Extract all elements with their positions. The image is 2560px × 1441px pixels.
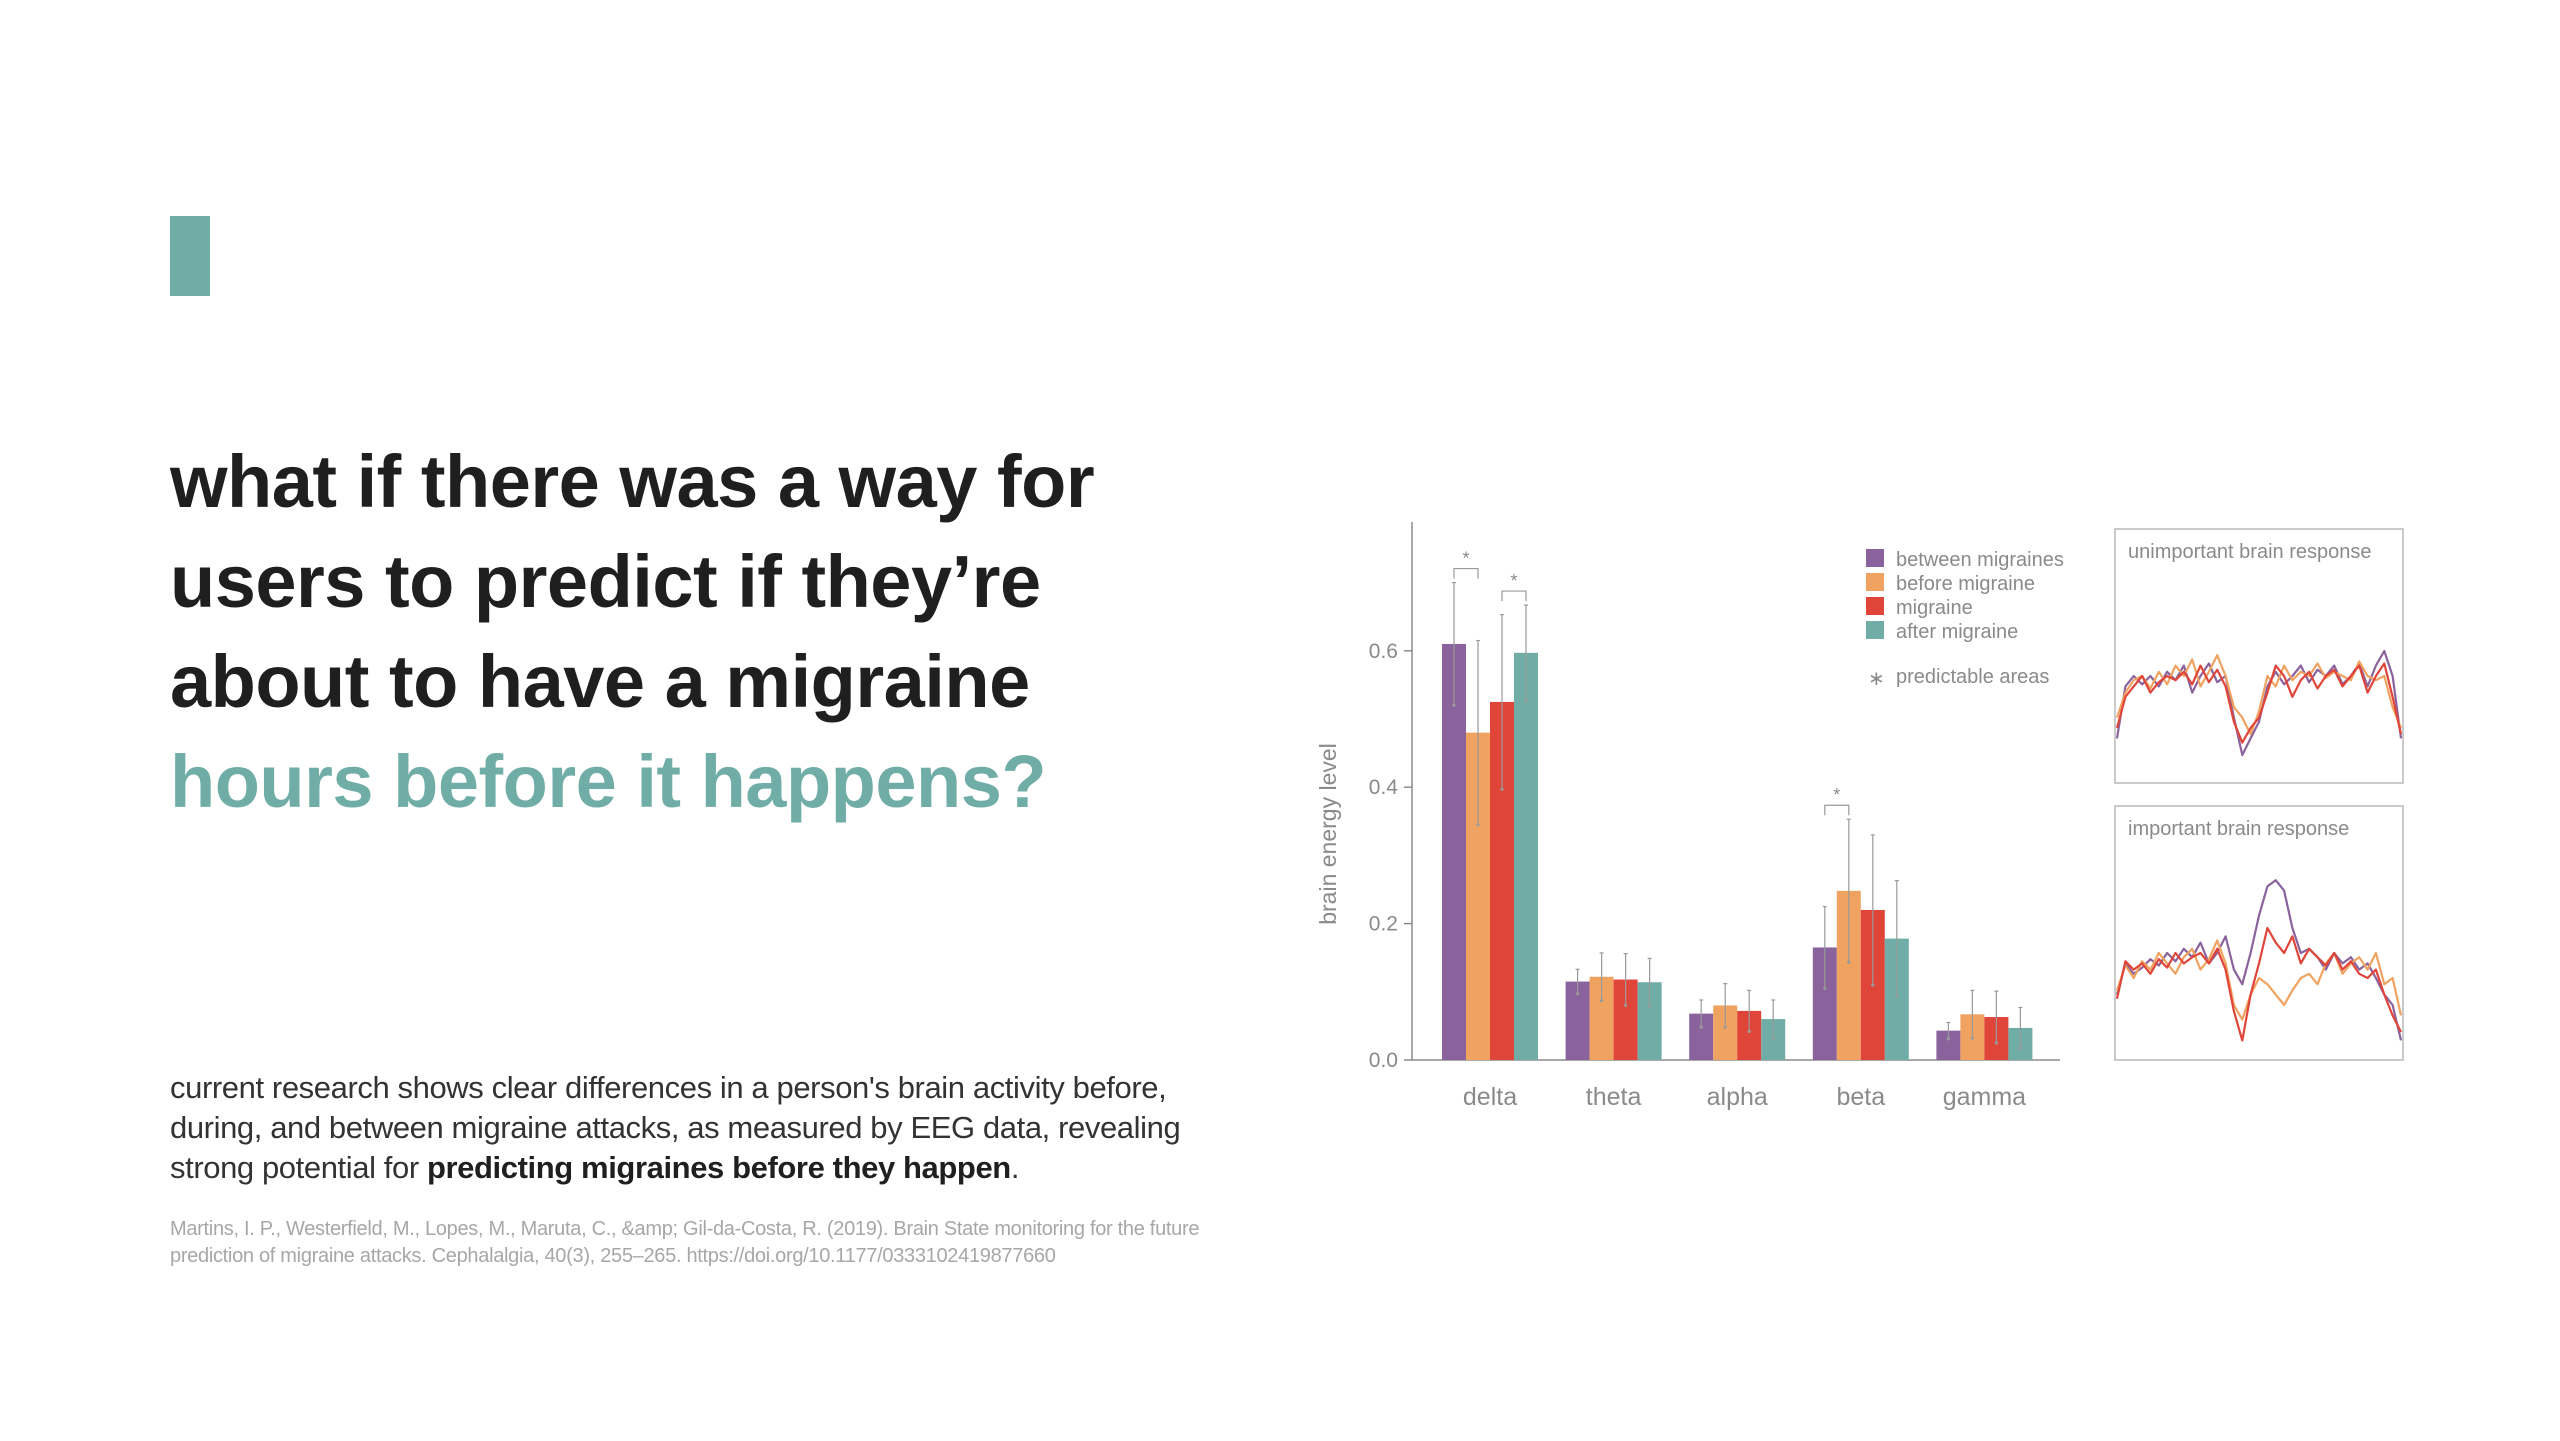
- y-tick-label: 0.2: [1368, 912, 1398, 936]
- body-text-bold: predicting migraines before they happen: [426, 1150, 1011, 1185]
- x-tick-label: delta: [1462, 1083, 1518, 1111]
- error-dot: [1476, 823, 1479, 826]
- citation: Martins, I. P., Westerfield, M., Lopes, M., Maruta, C., &amp; Gil-da-Costa, R. (2019). Brain State monitoring for the future prediction of migraine attacks. Cephalalgia, 40(3), 255–265. https://doi.org/10.1177/0333102419877660: [170, 1218, 1200, 1267]
- headline-line: what if there was a way for: [170, 440, 1095, 523]
- accent-block: [170, 216, 210, 296]
- significance-marker: *: [1510, 571, 1518, 592]
- x-tick-label: gamma: [1942, 1083, 2027, 1111]
- y-axis-label: brain energy level: [1315, 743, 1341, 925]
- headline-line: users to predict if they’re: [170, 540, 1041, 623]
- legend-marker-label: predictable areas: [1896, 666, 2050, 688]
- panel-frame: [2115, 529, 2403, 783]
- y-tick-label: 0.4: [1368, 776, 1398, 800]
- body-text-main: current research shows clear differences in a person's brain activity before, during, and between migraine attacks, as measured by EEG data, revealing strong potential for: [170, 1070, 1181, 1185]
- unimportant-response-panel: [2114, 528, 2404, 784]
- error-dot: [1648, 1005, 1651, 1008]
- legend-swatch: [1866, 573, 1884, 591]
- error-dot: [1624, 1004, 1627, 1007]
- brain-energy-bar-chart: [1300, 510, 2100, 1150]
- error-dot: [1748, 1030, 1751, 1033]
- headline-line: about to have a migraine: [170, 640, 1030, 723]
- body-text-end: .: [1010, 1150, 1020, 1185]
- panel-title: important brain response: [2128, 818, 2350, 840]
- panel-frame: [2115, 806, 2403, 1060]
- significance-marker: *: [1462, 548, 1470, 569]
- error-dot: [1700, 1026, 1703, 1029]
- error-dot: [1500, 788, 1503, 791]
- legend-swatch: [1866, 621, 1884, 639]
- significance-bracket: [1502, 591, 1526, 601]
- headline-highlight: hours before it happens?: [170, 740, 1047, 823]
- error-dot: [1847, 961, 1850, 964]
- body-text: [170, 1068, 1210, 1188]
- legend-swatch: [1866, 549, 1884, 567]
- error-dot: [1995, 1041, 1998, 1044]
- error-dot: [2019, 1047, 2022, 1050]
- error-dot: [1524, 699, 1527, 702]
- significance-bracket: [1454, 569, 1478, 579]
- x-tick-label: alpha: [1706, 1083, 1768, 1111]
- legend-label: migraine: [1896, 597, 1973, 619]
- x-tick-label: theta: [1585, 1083, 1642, 1111]
- important-response-panel: [2114, 805, 2404, 1061]
- error-dot: [1947, 1037, 1950, 1040]
- error-dot: [1772, 1037, 1775, 1040]
- y-tick-label: 0.6: [1368, 639, 1398, 663]
- error-dot: [1600, 999, 1603, 1002]
- headline: [170, 432, 1210, 832]
- bar: [1514, 653, 1538, 1060]
- legend-label: before migraine: [1896, 573, 2035, 595]
- error-dot: [1895, 995, 1898, 998]
- error-dot: [1576, 992, 1579, 995]
- error-dot: [1724, 1026, 1727, 1029]
- error-dot: [1452, 704, 1455, 707]
- error-dot: [1971, 1037, 1974, 1040]
- legend-label: after migraine: [1896, 621, 2019, 643]
- y-tick-label: 0.0: [1368, 1049, 1398, 1072]
- legend-marker-symbol: ∗: [1868, 668, 1885, 690]
- significance-bracket: [1825, 805, 1849, 815]
- legend-swatch: [1866, 597, 1884, 615]
- error-dot: [1823, 987, 1826, 990]
- x-tick-label: beta: [1836, 1083, 1886, 1111]
- error-dot: [1871, 983, 1874, 986]
- significance-marker: *: [1833, 785, 1841, 806]
- panel-title: unimportant brain response: [2128, 541, 2372, 563]
- legend-label: between migraines: [1896, 549, 2064, 571]
